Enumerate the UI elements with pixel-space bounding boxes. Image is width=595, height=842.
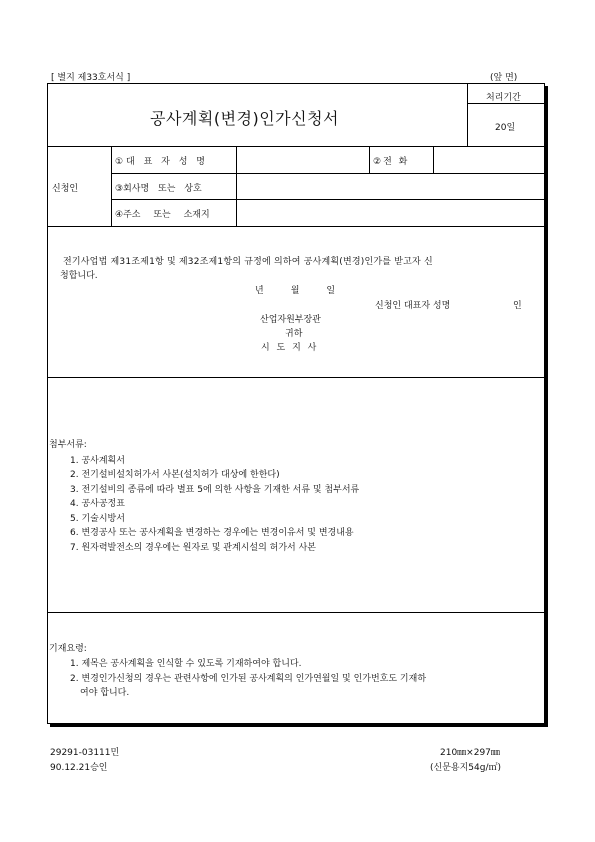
form-number: [ 별지 제33호서식 ] [51,73,131,83]
instruction-item-cont: 여야 합니다. [80,688,130,698]
processing-period-value: 20일 [495,123,516,133]
processing-period-label: 처리기간 [486,93,521,103]
applicant-section-label: 신청인 [52,184,79,194]
form-code: 29291-03111민 [50,748,120,758]
attachment-item: 1. 공사계획서 [70,456,125,466]
application-form [47,83,545,724]
recipient-suffix: 귀하 [285,329,303,339]
phone-field[interactable] [437,154,541,168]
phone-label: ②전 화 [373,157,410,167]
approval-date: 90.12.21승인 [50,763,108,773]
instruction-item: 1. 제목은 공사계획을 인식할 수 있도록 기재하여야 합니다. [70,659,302,669]
paper-size: 210㎜×297㎜ [440,748,500,758]
signer-label: 신청인 대표자 성명 [375,301,451,311]
rep-name-label: ①대 표 자 성 명 [115,157,208,167]
instruction-item: 2. 변경인가신청의 경우는 관련사항에 인가된 공사계획의 인가연월일 및 인가번호도 기재하 [70,674,427,684]
attachment-item: 4. 공사공정표 [70,499,125,509]
attachment-item: 2. 전기설비설치허가서 사본(설치허가 대상에 한한다) [70,470,280,480]
company-field[interactable] [240,181,540,195]
address-label: ④주소 또는 소재지 [115,210,210,220]
application-date: 년 월 일 [255,286,339,296]
form-shadow-right [545,86,548,727]
address-field[interactable] [240,207,540,221]
company-label: ③회사명 또는 상호 [115,184,202,194]
recipient-minister: 산업자원부장관 [260,315,321,325]
rep-name-field[interactable] [240,154,365,168]
attachment-item: 7. 원자력발전소의 경우에는 원자로 및 관계시설의 허가서 사본 [70,543,316,553]
attachment-item: 5. 기술시방서 [70,514,125,524]
paper-type: (신문용지54g/㎡) [430,763,501,773]
recipient-governor: 시 도 지 사 [261,343,319,353]
form-title: 공사계획(변경)인가신청서 [150,109,340,128]
form-shadow-bottom [50,724,548,727]
application-statement: 전기사업법 제31조제1항 및 제32조제1항의 규정에 의하여 공사계획(변경)인가를 받고자 신 [63,257,433,267]
page-side-label: (앞 면) [490,73,518,83]
instructions-title: 기재요령: [49,644,87,654]
attachment-item: 6. 변경공사 또는 공사계획을 변경하는 경우에는 변경이유서 및 변경내용 [70,528,354,538]
application-statement-cont: 청합니다. [60,271,98,281]
seal-mark: 인 [513,301,522,311]
attachments-title: 첨부서류: [49,440,87,450]
attachment-item: 3. 전기설비의 종류에 따라 별표 5에 의한 사항을 기재한 서류 및 첨부서류 [70,485,360,495]
